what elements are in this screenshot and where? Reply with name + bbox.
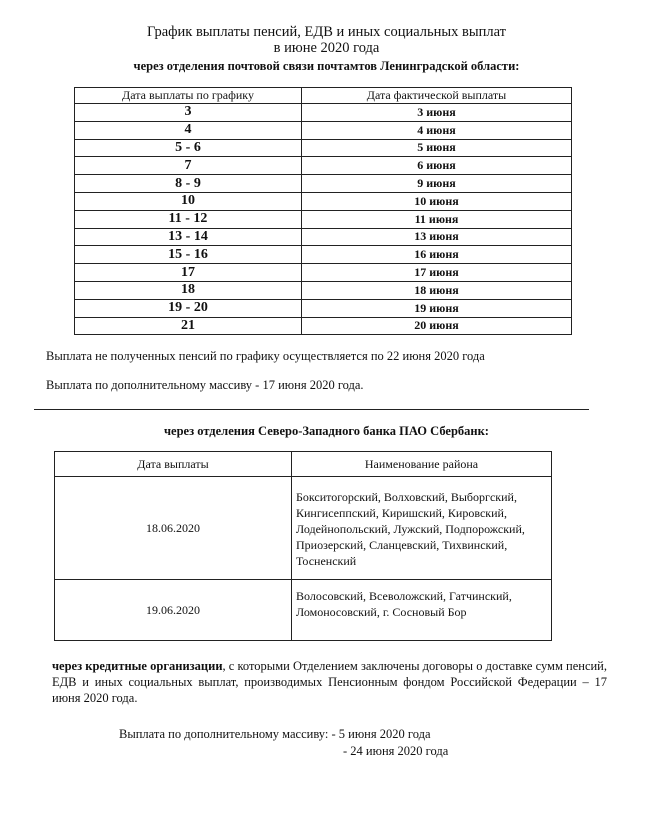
additional-note: Выплата по дополнительному массиву - 17 июня 2020 года. (46, 378, 364, 392)
actual-date: 3 июня (302, 104, 572, 122)
additional-payment-line1: Выплата по дополнительному массиву: - 5 июня 2020 года (119, 727, 431, 741)
scheduled-date: 7 (75, 157, 302, 175)
actual-date: 10 июня (302, 192, 572, 210)
actual-date: 17 июня (302, 264, 572, 282)
additional-payment-line2: - 24 июня 2020 года (343, 744, 449, 758)
scheduled-date: 3 (75, 104, 302, 122)
district-line: Лодейнопольский, Лужский, Подпорожский, (296, 522, 525, 536)
scheduled-date: 19 - 20 (75, 299, 302, 317)
table-row (75, 299, 572, 317)
district-line: Ломоносовский, г. Сосновый Бор (296, 605, 467, 619)
table-row (55, 580, 552, 641)
payment-date: 19.06.2020 (55, 580, 292, 641)
table-row (55, 477, 552, 580)
document-title: График выплаты пенсий, ЕДВ и иных социальных выплат (146, 24, 507, 40)
actual-date: 19 июня (302, 299, 572, 317)
credit-lead: через кредитные организации (52, 659, 223, 673)
credit-organizations-paragraph (52, 658, 607, 706)
post-section-heading: через отделения почтовой связи почтамтов Ленинградской области: (133, 59, 520, 73)
table-header-row (75, 88, 572, 104)
sber-section-heading: через отделения Северо-Западного банка ПАО Сбербанк: (164, 424, 489, 438)
sber-schedule-table (54, 451, 552, 641)
district-line: Кингисеппский, Киришский, Кировский, (296, 506, 507, 520)
payment-date: 18.06.2020 (55, 477, 292, 580)
district-list (292, 477, 552, 580)
scheduled-date: 5 - 6 (75, 139, 302, 157)
district-line: Приозерский, Сланцевский, Тихвинский, (296, 538, 508, 552)
table-row (75, 157, 572, 175)
post-schedule-table (74, 87, 572, 335)
table-row (75, 210, 572, 228)
actual-date: 11 июня (302, 210, 572, 228)
column-header: Дата выплаты (55, 452, 292, 477)
actual-date: 9 июня (302, 175, 572, 193)
scheduled-date: 4 (75, 121, 302, 139)
actual-date: 6 июня (302, 157, 572, 175)
table-row (75, 281, 572, 299)
scheduled-date: 21 (75, 317, 302, 335)
scheduled-date: 15 - 16 (75, 246, 302, 264)
actual-date: 18 июня (302, 281, 572, 299)
district-line: Волосовский, Всеволожский, Гатчинский, (296, 589, 512, 603)
scheduled-date: 13 - 14 (75, 228, 302, 246)
table-row (75, 246, 572, 264)
actual-date: 20 июня (302, 317, 572, 335)
scheduled-date: 17 (75, 264, 302, 282)
table-row (75, 192, 572, 210)
table-row (75, 139, 572, 157)
actual-date: 16 июня (302, 246, 572, 264)
column-header: Дата фактической выплаты (302, 88, 572, 104)
table-row (75, 175, 572, 193)
document-subtitle: в июне 2020 года (273, 40, 380, 56)
actual-date: 13 июня (302, 228, 572, 246)
table-header-row (55, 452, 552, 477)
table-row (75, 104, 572, 122)
divider (34, 409, 589, 410)
credit-text: , с которыми Отделением заключены договоры о доставке сумм пенсий, ЕДВ и иных социальных выплат, производимых Пенсионным фондом Российской Федерации – 17 июня 2020 года. (52, 659, 607, 705)
column-header: Наименование района (292, 452, 552, 477)
scheduled-date: 11 - 12 (75, 210, 302, 228)
table-row (75, 264, 572, 282)
district-list (292, 580, 552, 641)
district-line: Тосненский (296, 554, 357, 568)
scheduled-date: 18 (75, 281, 302, 299)
actual-date: 4 июня (302, 121, 572, 139)
actual-date: 5 июня (302, 139, 572, 157)
unreceived-note: Выплата не полученных пенсий по графику осуществляется по 22 июня 2020 года (46, 349, 485, 363)
table-row (75, 121, 572, 139)
scheduled-date: 10 (75, 192, 302, 210)
district-line: Бокситогорский, Волховский, Выборгский, (296, 490, 517, 504)
table-row (75, 317, 572, 335)
column-header: Дата выплаты по графику (75, 88, 302, 104)
table-row (75, 228, 572, 246)
scheduled-date: 8 - 9 (75, 175, 302, 193)
